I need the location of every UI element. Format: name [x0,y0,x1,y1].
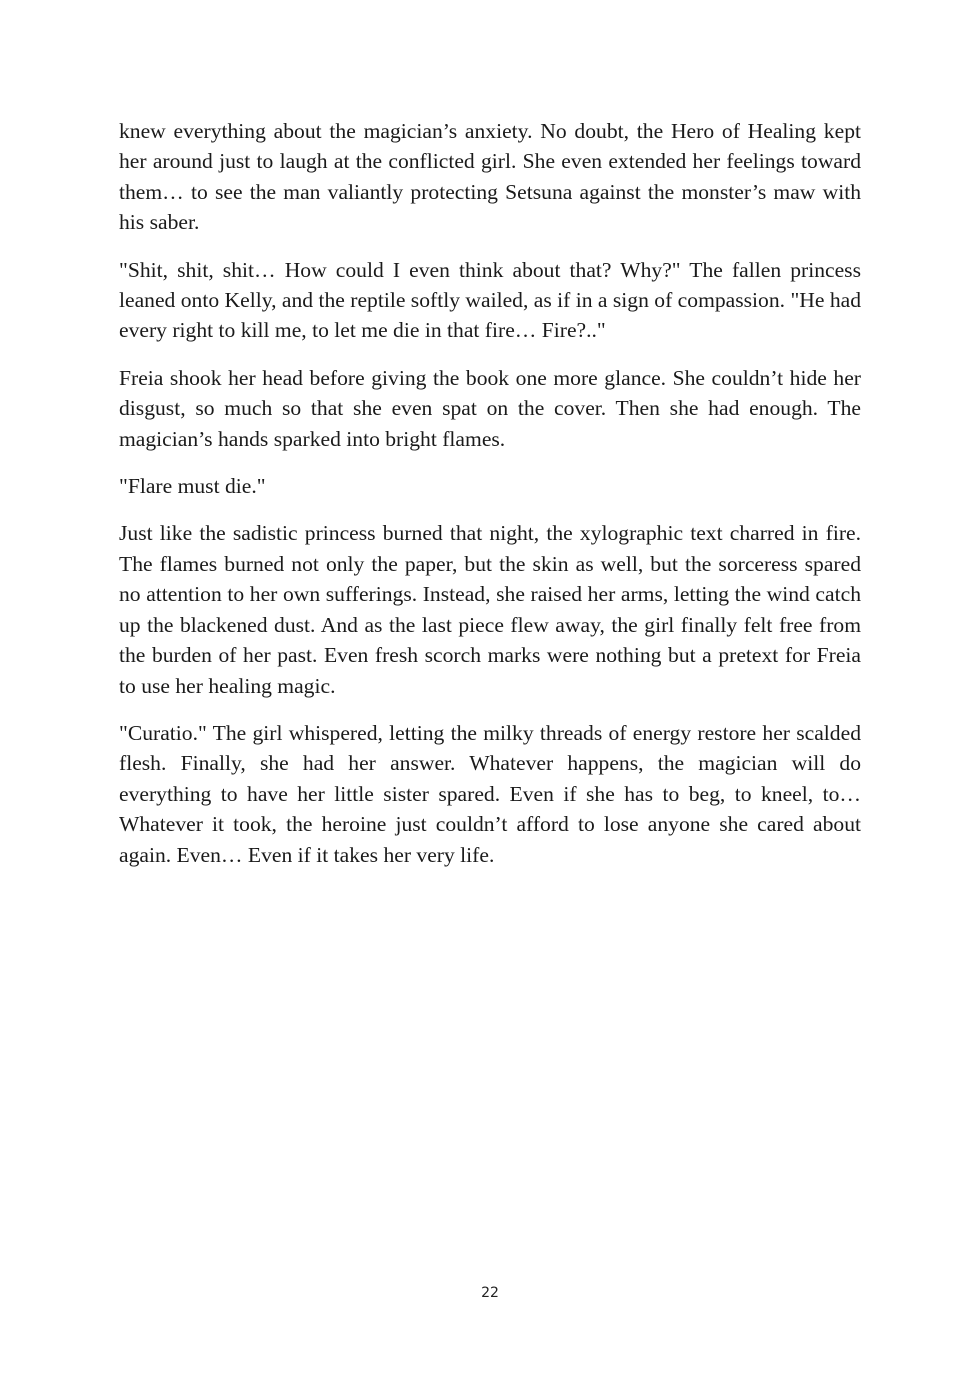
page-number: 22 [481,1285,499,1301]
paragraph: Just like the sadistic princess burned that night, the xylographic text charred in fire. The flames burned not only the paper, but the skin as well, but the sorceress spared no attention to her own sufferings. Instead, she raised her arms, letting the wind catch up the blackened dust. And as the last piece flew away, the girl finally felt free from the burden of her past. Even fresh scorch marks were nothing but a pretext for Freia to use her healing magic. [119,521,861,698]
paragraph: "Curatio." The girl whispered, letting the milky threads of energy restore her scalded flesh. Finally, she had her answer. Whatever happens, the magician will do everything to have her little sister spared. Even if she has to beg, to kneel, to… Whatever it took, the heroine just couldn’t afford to lose anyone she cared about again. Even… Even if it takes her very life. [119,720,861,867]
paragraph: knew everything about the magician’s anxiety. No doubt, the Hero of Healing kept her around just to laugh at the conflicted girl. She even extended her feelings toward them… to see the man valiantly protecting Setsuna against the monster’s maw with his saber. [119,119,861,235]
paragraph: Freia shook her head before giving the book one more glance. She couldn’t hide her disgust, so much so that she even spat on the cover. Then she had enough. The magician’s hands sparked into bright flames. [119,365,861,451]
body-text [119,116,861,887]
paragraph: "Flare must die." [119,474,266,499]
paragraph: "Shit, shit, shit… How could I even think about that? Why?" The fallen princess leaned onto Kelly, and the reptile softly wailed, as if in a sign of compassion. "He had every right to kill me, to let me die in that fire… Fire?.." [119,257,862,343]
